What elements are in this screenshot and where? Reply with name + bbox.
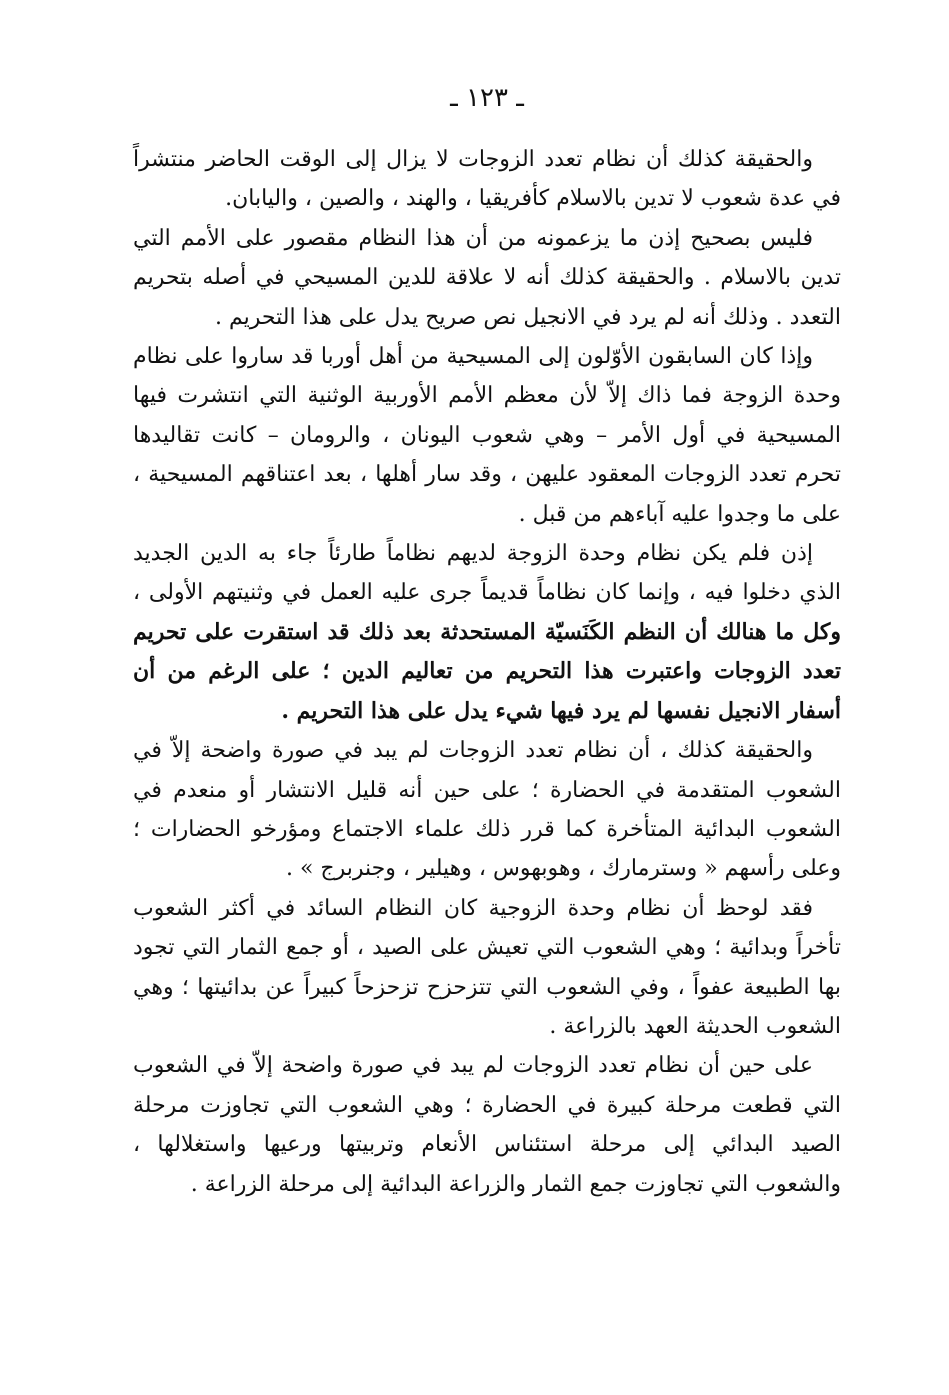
paragraph-text: إذن فلم يكن نظام وحدة الزوجة لديهم نظاماً طارئاً جاء به الدين الجديد الذي دخلوا فيه ، وإنما كان نظاماً قديماً جرى عليه العمل في وثنيتهم الأولى ،	[133, 541, 841, 606]
paragraph-text: فقد لوحظ أن نظام وحدة الزوجية كان النظام السائد في أكثر الشعوب تأخراً وبدائية ؛ وهي الشعوب التي تعيش على الصيد ، أو جمع الثمار التي تجود بها الطبيعة عفواً ، وفي الشعوب التي تتزحزح تزحزحاً كبيراً عن بدائيتها ؛ وهي الشعوب الحديثة العهد بالزراعة .	[133, 895, 841, 1039]
paragraph	[133, 140, 841, 219]
paragraph	[133, 1046, 841, 1204]
book-page	[133, 80, 841, 1204]
paragraph	[133, 337, 841, 534]
paragraph-bold-text: وكل ما هنالك أن النظم الكَنَسيّة المستحدثة بعد ذلك قد استقرت على تحريم تعدد الزوجات واعتبرت هذا التحريم من تعاليم الدين ؛ على الرغم من أن أسفار الانجيل نفسها لم يرد فيها شيء يدل على هذا التحريم .	[133, 618, 841, 724]
paragraph	[133, 219, 841, 337]
paragraph-text: والحقيقة كذلك أن نظام تعدد الزوجات لا يزال إلى الوقت الحاضر منتشراً في عدة شعوب لا تدين بالاسلام كأفريقيا ، والهند ، والصين ، واليابان.	[133, 147, 841, 212]
paragraph-text: وإذا كان السابقون الأوّلون إلى المسيحية من أهل أوربا قد ساروا على نظام وحدة الزوجة فما ذاك إلاّ لأن معظم الأمم الأوربية الوثنية التي انتشرت فيها المسيحية في أول الأمر – وهي شعوب اليونان ، والرومان – كانت تقاليدها تحرم تعدد الزوجات المعقود عليهن ، وقد سار أهلها ، بعد اعتناقهم المسيحية ، على ما وجدوا عليه آباءهم من قبل .	[133, 344, 841, 527]
page-number: ـ ١٢٣ ـ	[450, 83, 524, 113]
paragraph	[133, 731, 841, 889]
paragraph	[133, 889, 841, 1047]
paragraph	[133, 534, 841, 731]
paragraph-text: والحقيقة كذلك ، أن نظام تعدد الزوجات لم يبد في صورة واضحة إلاّ في الشعوب المتقدمة في الحضارة ؛ على حين أنه قليل الانتشار أو منعدم في الشعوب البدائية المتأخرة كما قرر ذلك علماء الاجتماع ومؤرخو الحضارات ؛ وعلى رأسهم « وسترمارك ، وهوبهوس ، وهيلير ، وجنربرج » .	[133, 738, 841, 882]
paragraph-text: على حين أن نظام تعدد الزوجات لم يبد في صورة واضحة إلاّ في الشعوب التي قطعت مرحلة كبيرة في الحضارة ؛ وهي الشعوب التي تجاوزت مرحلة الصيد البدائي إلى مرحلة استئناس الأنعام وتربيتها ورعيها واستغلالها ، والشعوب التي تجاوزت جمع الثمار والزراعة البدائية إلى مرحلة الزراعة .	[133, 1053, 841, 1197]
paragraph-text: فليس بصحيح إذن ما يزعمونه من أن هذا النظام مقصور على الأمم التي تدين بالاسلام . والحقيقة كذلك أنه لا علاقة للدين المسيحي في أصله بتحريم التعدد . وذلك أنه لم يرد في الانجيل نص صريح يدل على هذا التحريم .	[133, 225, 841, 330]
